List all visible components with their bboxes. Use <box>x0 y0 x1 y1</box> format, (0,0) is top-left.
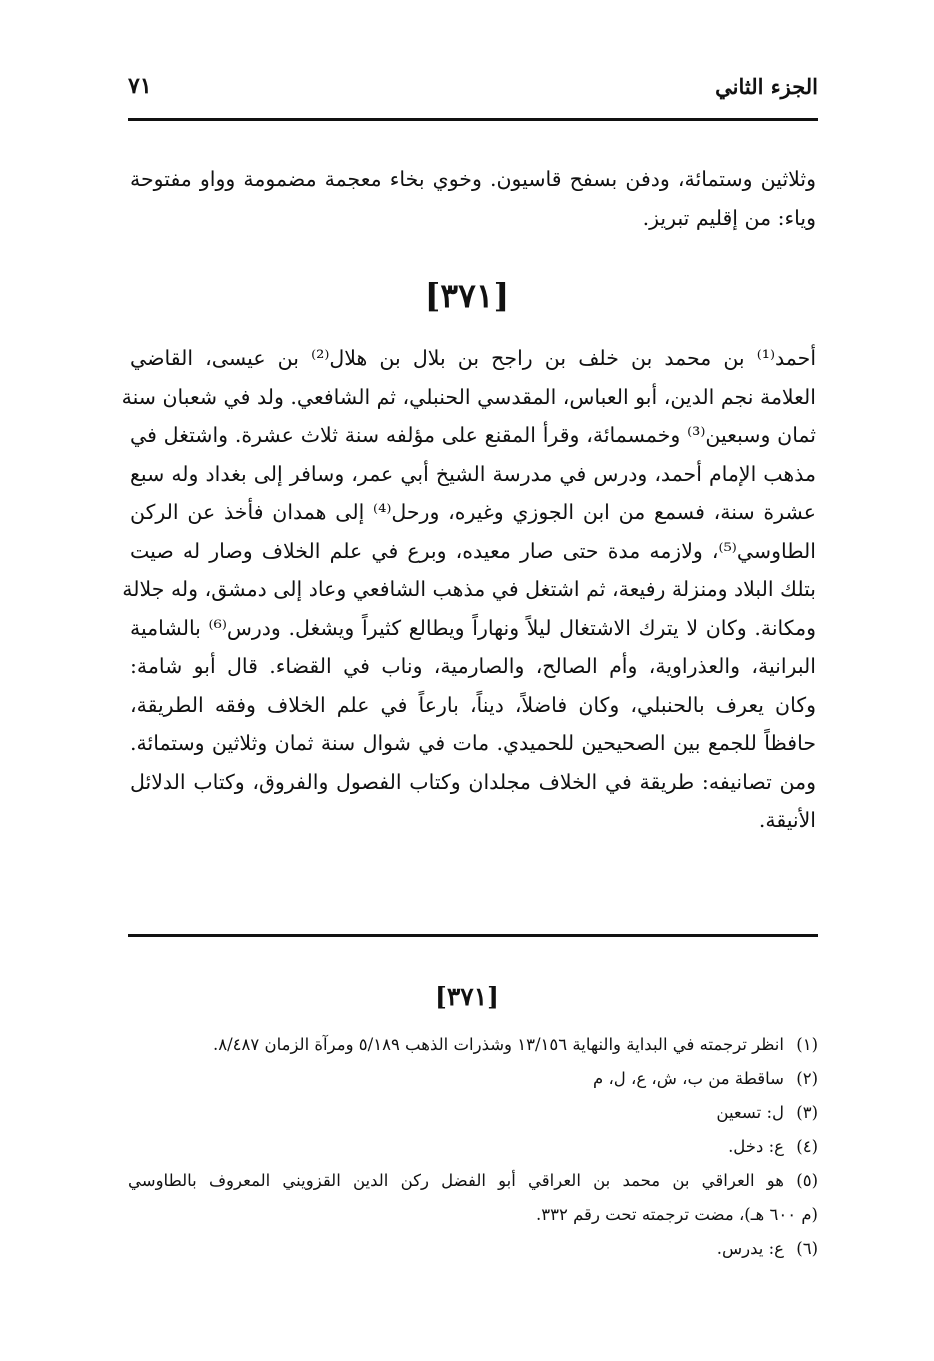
footnote-label: (٣) <box>796 1103 818 1122</box>
running-title: الجزء الثاني <box>715 73 818 99</box>
footnote-text <box>128 1164 818 1232</box>
text-line: ومن تصانيفه: طريقة في الخلاف مجلدان وكتاب الفصول والفروق، وكتاب الدلائل <box>130 769 816 794</box>
footnote-line: ل: تسعين <box>716 1103 784 1122</box>
footnote-rule <box>128 934 818 937</box>
text-line: ثمان وسبعين⁽³⁾ وخمسمائة، وقرأ المقنع على مؤلفه سنة ثلاث عشرة. واشتغل في <box>130 423 816 447</box>
footnote <box>128 1096 818 1130</box>
text-line: الطاوسي⁽⁵⁾، ولازمه مدة حتى صار معيده، وبرع في علم الخلاف وصار له صيت <box>130 538 816 563</box>
footnote-label: (٥) <box>796 1171 818 1190</box>
text-line: البرانية، والعذراوية، وأم الصالح، والصارمية، وناب في القضاء. قال أبو شامة: <box>130 654 816 678</box>
footnote-label: (٤) <box>796 1137 818 1156</box>
footnote-label: (٢) <box>796 1069 818 1088</box>
text-line: الأنيقة. <box>758 808 816 832</box>
footnote <box>128 1028 818 1062</box>
biography-paragraph <box>121 339 817 840</box>
footnote-line: هو العراقي بن محمد بن العراقي أبو الفضل ركن الدين القزويني المعروف بالطاوسي <box>128 1171 784 1190</box>
text-line: وكان يعرف بالحنبلي، وكان فاضلاً، ديناً، بارعاً في علم الخلاف وفقه الطريقة، <box>130 692 816 717</box>
text-line: مذهب الإمام أحمد، ودرس في مدرسة الشيخ أبي عمر، وسافر إلى بغداد وله سبع <box>130 461 816 486</box>
footnote-label: (١) <box>796 1035 818 1054</box>
text-line: عشرة سنة، فسمع من ابن الجوزي وغيره، ورحل⁽⁴⁾ إلى همدان فأخذ عن الركن <box>130 500 816 524</box>
footnote-line: ع: دخل. <box>728 1137 784 1156</box>
footnote-text <box>128 1028 784 1062</box>
footnote-line: انظر ترجمته في البداية والنهاية ١٣/١٥٦ وشذرات الذهب ٥/١٨٩ ومرآة الزمان ٨/٤٨٧. <box>212 1035 784 1054</box>
header-rule <box>128 118 818 121</box>
footnote-text <box>128 1232 784 1266</box>
text-line: العلامة نجم الدين، أبو العباس، المقدسي الحنبلي، ثم الشافعي. ولد في شعبان سنة <box>121 384 816 409</box>
footnote <box>128 1232 818 1266</box>
footnote <box>128 1164 818 1232</box>
footnote-line: ساقطة من ب، ش، ع، ل، م <box>592 1069 784 1088</box>
text-line: وثلاثين وستمائة، ودفن بسفح قاسيون. وخوي بخاء معجمة مضمومة وواو مفتوحة <box>130 167 816 191</box>
footnote-line: ع: يدرس. <box>716 1239 784 1258</box>
page-number: ٧١ <box>128 73 152 99</box>
footnote <box>128 1062 818 1096</box>
text-line: بتلك البلاد ومنزلة رفيعة، ثم اشتغل في مذهب الشافعي وعاد إلى دمشق، وله جلالة <box>122 577 816 601</box>
footnotes-list <box>128 1028 818 1266</box>
footnote-line: (م ٦٠٠ هـ)، مضت ترجمته تحت رقم ٣٣٢. <box>535 1205 818 1224</box>
text-line: ومكانة. وكان لا يترك الاشتغال ليلاً ونهاراً ويطالع كثيراً ويشغل. ودرس⁽⁶⁾ بالشامية <box>130 615 816 640</box>
footnote-text <box>128 1062 784 1096</box>
footnote-text <box>128 1096 784 1130</box>
footnote <box>128 1130 818 1164</box>
text-line: أحمد⁽¹⁾ بن محمد بن خلف بن راجح بن بلال بن هلال⁽²⁾ بن عيسى، القاضي <box>130 346 817 370</box>
continuation-paragraph <box>130 160 816 237</box>
footnote-label: (٦) <box>796 1239 818 1258</box>
entry-number: [٣٧١] <box>424 276 510 315</box>
text-line: حافظاً للجمع بين الصحيحين للحميدي. مات في شوال سنة ثمان وثلاثين وستمائة. <box>130 731 816 755</box>
page-header <box>128 66 818 106</box>
text-line: وياء: من إقليم تبريز. <box>642 205 816 230</box>
footnotes-entry-number: [٣٧١] <box>435 982 499 1011</box>
footnote-text <box>128 1130 784 1164</box>
